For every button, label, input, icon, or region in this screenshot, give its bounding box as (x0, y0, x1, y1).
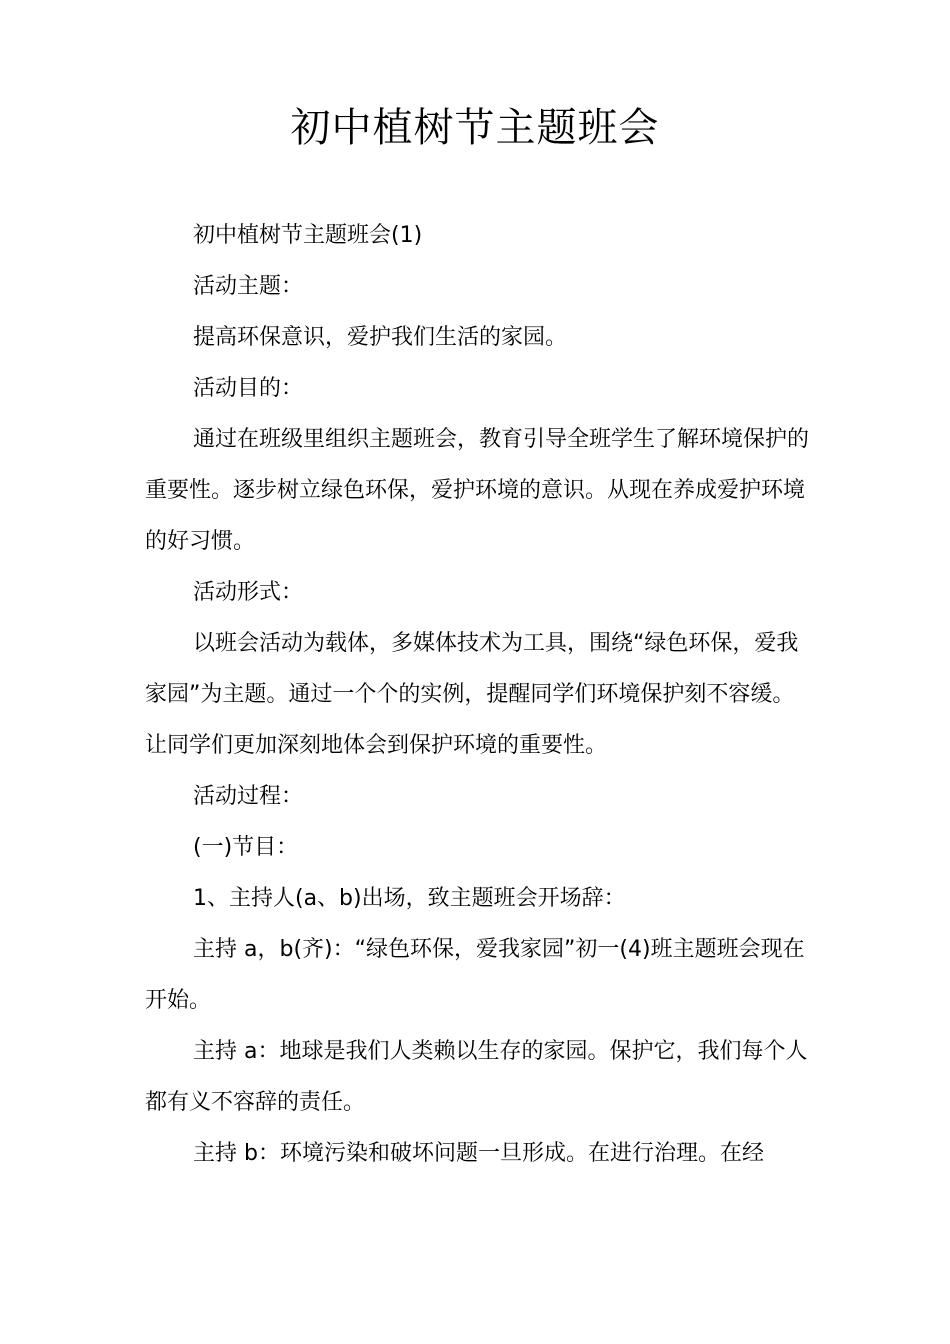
paragraph-program-heading: (一)节目： (193, 835, 299, 860)
paragraph-theme-text: 提高环保意识，爱护我们生活的家园。 (193, 325, 568, 350)
paragraph-form-heading: 活动形式： (193, 580, 304, 605)
paragraph-theme-heading: 活动主题： (193, 274, 304, 299)
paragraph-purpose-heading: 活动目的： (193, 376, 304, 401)
document-body (145, 210, 813, 1179)
document-title: 初中植树节主题班会 (290, 105, 660, 151)
paragraph-subtitle: 初中植树节主题班会(1) (193, 223, 423, 248)
paragraph-host-ab: 主持 a，b(齐)：“绿色环保，爱我家园”初一(4)班主题班会现在开始。 (145, 937, 805, 1013)
paragraph-host-a: 主持 a：地球是我们人类赖以生存的家园。保护它，我们每个人都有义不容辞的责任。 (145, 1039, 808, 1115)
paragraph-host-b: 主持 b：环境污染和破坏问题一旦形成。在进行治理。在经 (193, 1141, 764, 1166)
paragraph-host-intro: 1、主持人(a、b)出场，致主题班会开场辞： (193, 886, 626, 911)
paragraph-process-heading: 活动过程： (193, 784, 304, 809)
paragraph-purpose-text: 通过在班级里组织主题班会，教育引导全班学生了解环境保护的重要性。逐步树立绿色环保，爱护环境的意识。从现在养成爱护环境的好习惯。 (145, 427, 810, 554)
paragraph-form-text: 以班会活动为载体，多媒体技术为工具，围绕“绿色环保，爱我家园”为主题。通过一个个的实例，提醒同学们环境保护刻不容缓。让同学们更加深刻地体会到保护环境的重要性。 (145, 631, 799, 758)
